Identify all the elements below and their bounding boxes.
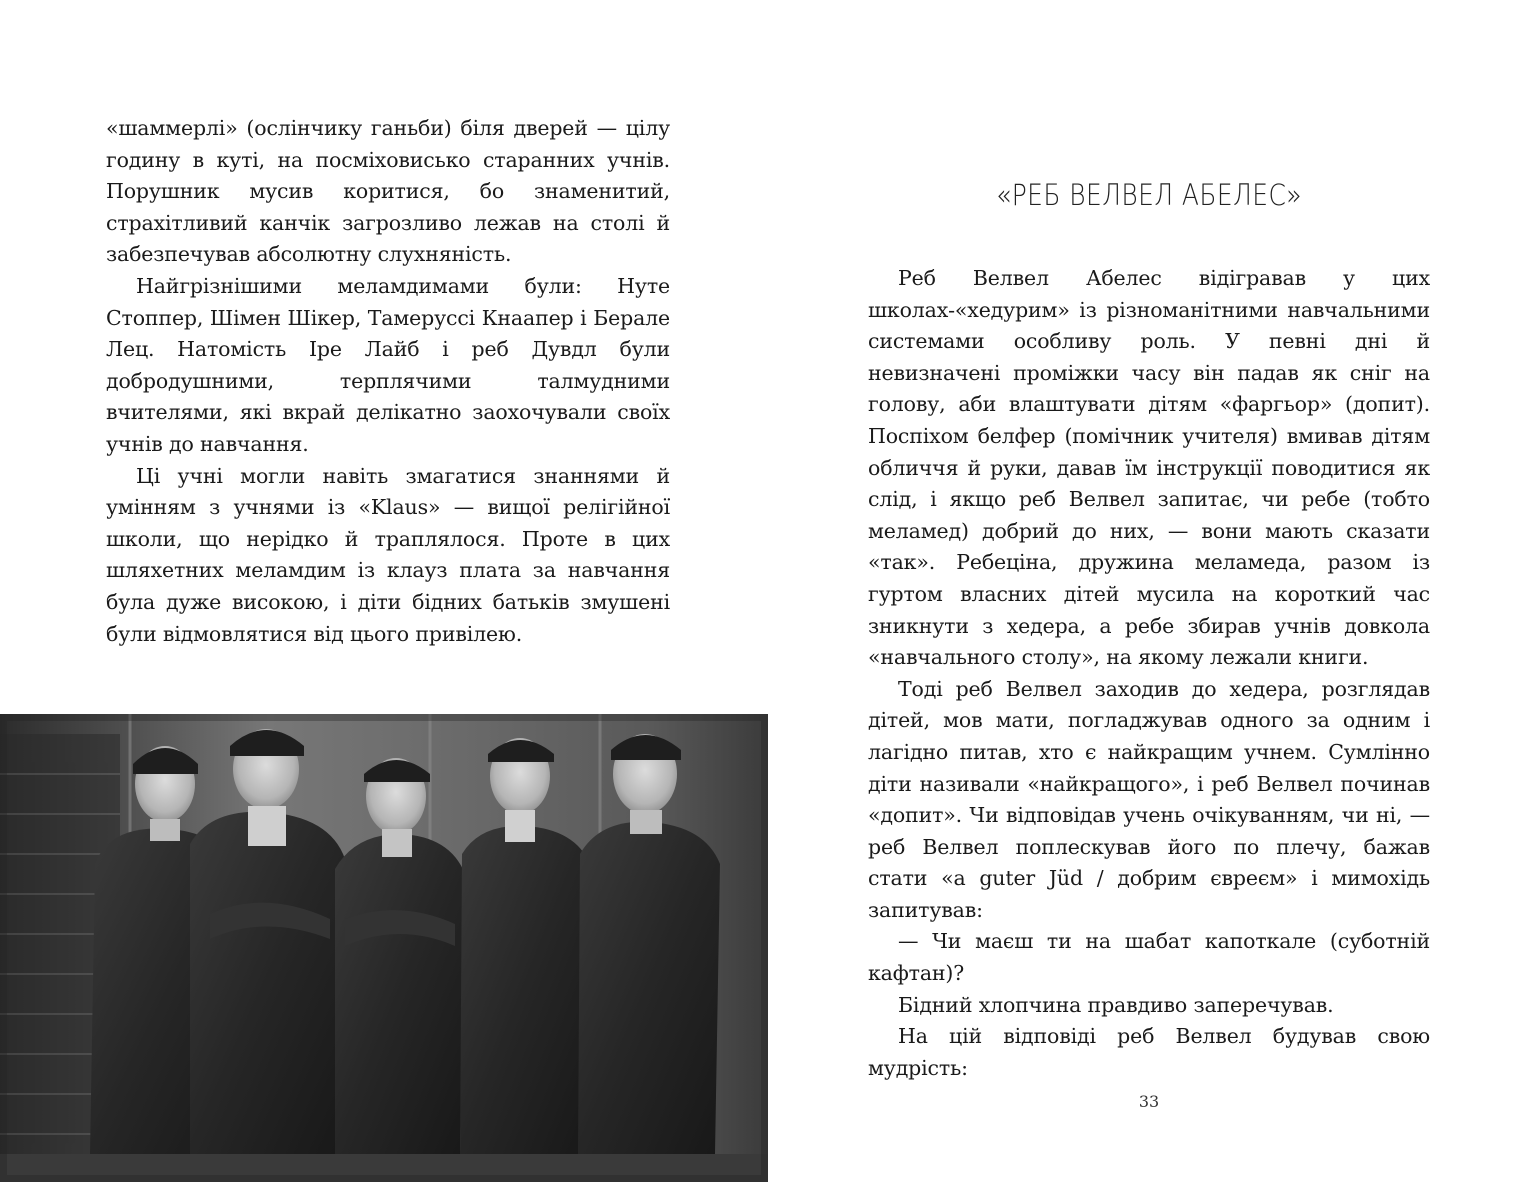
right-page	[768, 0, 1536, 1182]
chapter-title: «РЕБ ВЕЛВЕЛ АБЕЛЕС»	[996, 178, 1302, 212]
right-page-text	[868, 263, 1430, 1084]
paragraph: — Чи маєш ти на шабат капоткале (суботній кафтан)?	[868, 929, 1430, 986]
paragraph: Тоді реб Велвел заходив до хедера, розглядав дітей, мов мати, погладжував одного за одним і лагідно питав, хто є найкращим учнем. Сумлінно діти називали «найкращого», і реб Велвел починав «допит». Чи відповідав учень очікуванням, чи ні, — реб Велвел поплескував його по плечу, бажав стати «a guter Jüd / добрим євреєм» і мимохідь запитував:	[868, 676, 1430, 922]
paragraph: На цій відповіді реб Велвел будував свою мудрість:	[868, 1024, 1430, 1080]
paragraph: Найгрізнішими меламдимами були: Нуте Стоппер, Шімен Шікер, Тамеруссі Кнаапер і Берале Лец. Натомість Іре Лайб і реб Дувдл були добродушними, терплячими талмудними вчителями, які вкрай делікатно заохочували своїх учнів до навчання.	[106, 273, 670, 456]
paragraph: Реб Велвел Абелес відігравав у цих школах-«хедурим» із різноманітними навчальними системами особливу роль. У певні дні й невизначені проміжки часу він падав як сніг на голову, аби влаштувати дітям «фаргьор» (допит). Поспіхом белфер (помічник учителя) вмивав дітям обличчя й руки, давав їм інструкції поводитися як слід, і якщо реб Велвел запитає, чи ребе (тобто меламед) добрий до них, — вони мають сказати «так». Ребеціна, дружина меламеда, разом із гуртом власних дітей мусила на короткий час зникнути з хедера, а ребе збирав учнів довкола «навчального столу», на якому лежали книги.	[868, 266, 1430, 670]
paragraph: Бідний хлопчина правдиво заперечував.	[898, 992, 1334, 1017]
paragraph: «шаммерлі» (ослінчику ганьби) біля дверей — цілу годину в куті, на посміховисько старанних учнів. Порушник мусив коритися, бо знаменитий, страхітливий канчік загрозливо лежав на столі й забезпечував абсолютну слухняність.	[106, 116, 670, 267]
photograph-five-boys	[0, 714, 768, 1182]
photo-illustration	[0, 714, 768, 1182]
page-number: 33	[1138, 1092, 1160, 1111]
left-page-text	[106, 113, 670, 650]
paragraph: Ці учні могли навіть змагатися знаннями й умінням з учнями із «Klaus» — вищої релігійної школи, що нерідко й траплялося. Проте в цих шляхетних меламдим із клауз плата за навчання була дуже високою, і діти бідних батьків змушені були відмовлятися від цього привілею.	[106, 463, 670, 646]
